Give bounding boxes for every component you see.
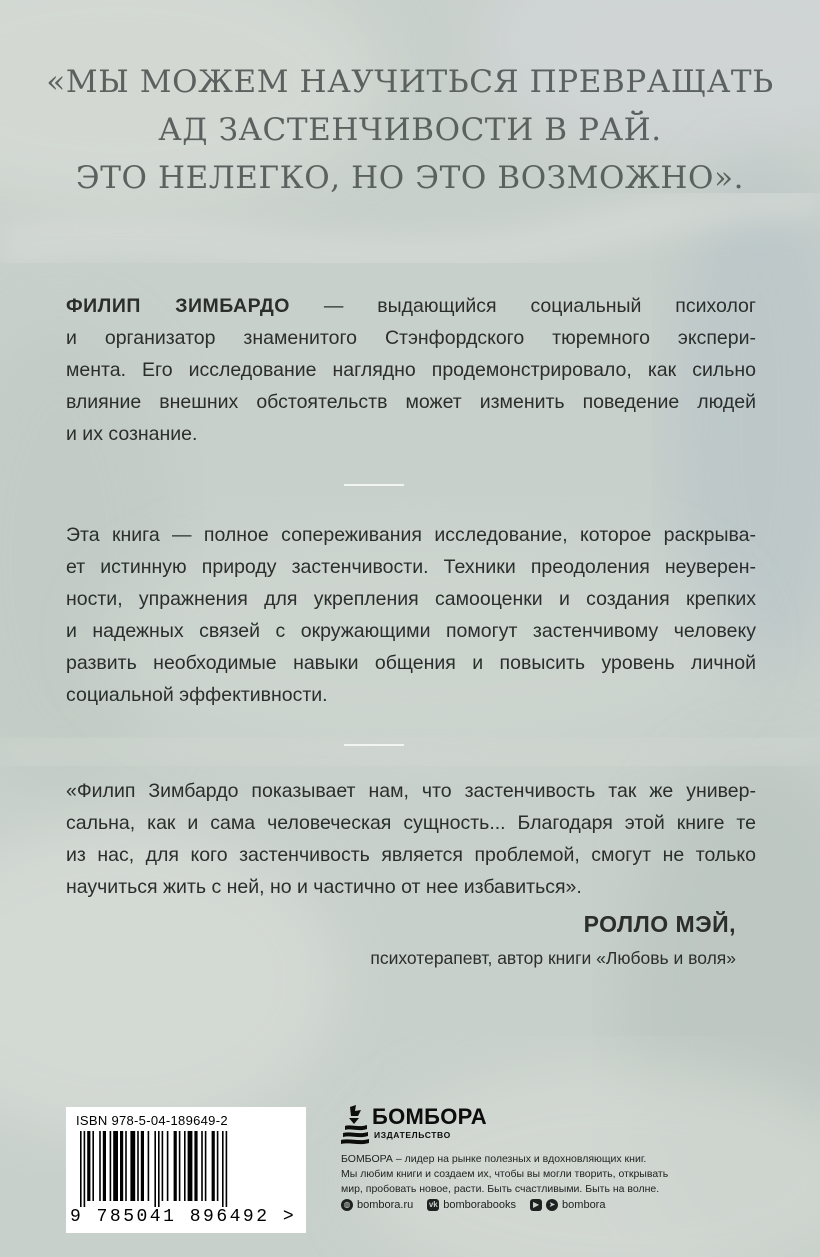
publisher-description-line: мир, пробовать новое, расти. Быть счастливыми. Быть на волне.: [341, 1183, 660, 1195]
publisher-description-line: Мы любим книги и создаем их, чтобы вы могли творить, открывать: [341, 1168, 669, 1180]
publisher-logo-subtitle: ИЗДАТЕЛЬСТВО: [374, 1130, 451, 1140]
social-link-text: bomborabooks: [443, 1199, 517, 1211]
description-line: ности, упражнения для укрепления самооценки и создания крепких: [66, 588, 756, 610]
description-line: Эта книга — полное сопереживания исследование, которое раскрыва-: [66, 524, 756, 546]
vk-icon: vk: [428, 1200, 438, 1209]
top-quote: [40, 58, 780, 202]
top-quote-line: «МЫ МОЖЕМ НАУЧИТЬСЯ ПРЕВРАЩАТЬ: [46, 64, 774, 100]
barcode-digits: 9 785041 896492 >: [70, 1207, 297, 1227]
isbn-barcode: [66, 1107, 306, 1233]
barcode-bars: [74, 1131, 298, 1207]
globe-icon: ◍: [341, 1199, 353, 1211]
youtube-icon: ▶: [530, 1199, 542, 1211]
social-link-text: bombora.ru: [357, 1199, 414, 1211]
description-line: социальной эффективности.: [66, 684, 328, 706]
author-bio-line: мента. Его исследование наглядно продемонстрировало, как сильно: [66, 359, 756, 381]
author-bio: [66, 290, 756, 450]
review-attribution-role: психотерапевт, автор книги «Любовь и воля»: [370, 948, 736, 968]
review-line: научиться жить с ней, но и частично от нее избавиться».: [66, 876, 582, 898]
author-bio-text: — выдающийся социальный психолог: [289, 295, 756, 317]
author-bio-line: и организатор знаменитого Стэнфордского тюремного экспери-: [66, 327, 756, 349]
top-quote-line: ЭТО НЕЛЕГКО, НО ЭТО ВОЗМОЖНО».: [75, 160, 745, 196]
review-line: сальна, как и сама человеческая сущность... Благодаря этой книге те: [66, 812, 756, 834]
review-line: из нас, для кого застенчивость является проблемой, смогут не только: [66, 844, 756, 866]
book-description: [66, 519, 756, 711]
publisher-logo-name: БОМБОРА: [372, 1104, 487, 1129]
social-link-telegram[interactable]: [530, 1199, 605, 1211]
review-attribution-name: РОЛЛО МЭЙ,: [583, 911, 736, 937]
description-line: и надежных связей с окружающими помогут застенчивому человеку: [66, 620, 756, 642]
description-line: развить необходимые навыки общения и повысить уровень личной: [66, 652, 756, 674]
social-link-website[interactable]: [341, 1199, 413, 1211]
publisher-description: [341, 1152, 681, 1197]
publisher-socials: [341, 1199, 619, 1211]
social-link-vk[interactable]: [427, 1199, 516, 1211]
isbn-number: ISBN 978-5-04-189649-2: [76, 1113, 228, 1128]
section-divider: [344, 744, 404, 746]
publisher-description-line: БОМБОРА – лидер на рынке полезных и вдохновляющих книг.: [341, 1153, 647, 1165]
author-bio-first-line: [66, 290, 756, 322]
telegram-icon: ➤: [546, 1199, 558, 1211]
description-line: ет истинную природу застенчивости. Техники преодоления неуверен-: [66, 556, 756, 578]
section-divider: [344, 484, 404, 486]
bombora-logo-icon: [341, 1104, 369, 1146]
top-quote-line: АД ЗАСТЕНЧИВОСТИ В РАЙ.: [158, 112, 662, 148]
author-bio-line: и их сознание.: [66, 423, 198, 445]
author-name: ФИЛИП ЗИМБАРДО: [66, 295, 290, 317]
review-quote: [66, 775, 756, 903]
author-bio-line: влияние внешних обстоятельств может изменить поведение людей: [66, 391, 756, 413]
review-line: «Филип Зимбардо показывает нам, что застенчивость так же универ-: [66, 780, 756, 802]
social-link-text: bombora: [562, 1199, 606, 1211]
